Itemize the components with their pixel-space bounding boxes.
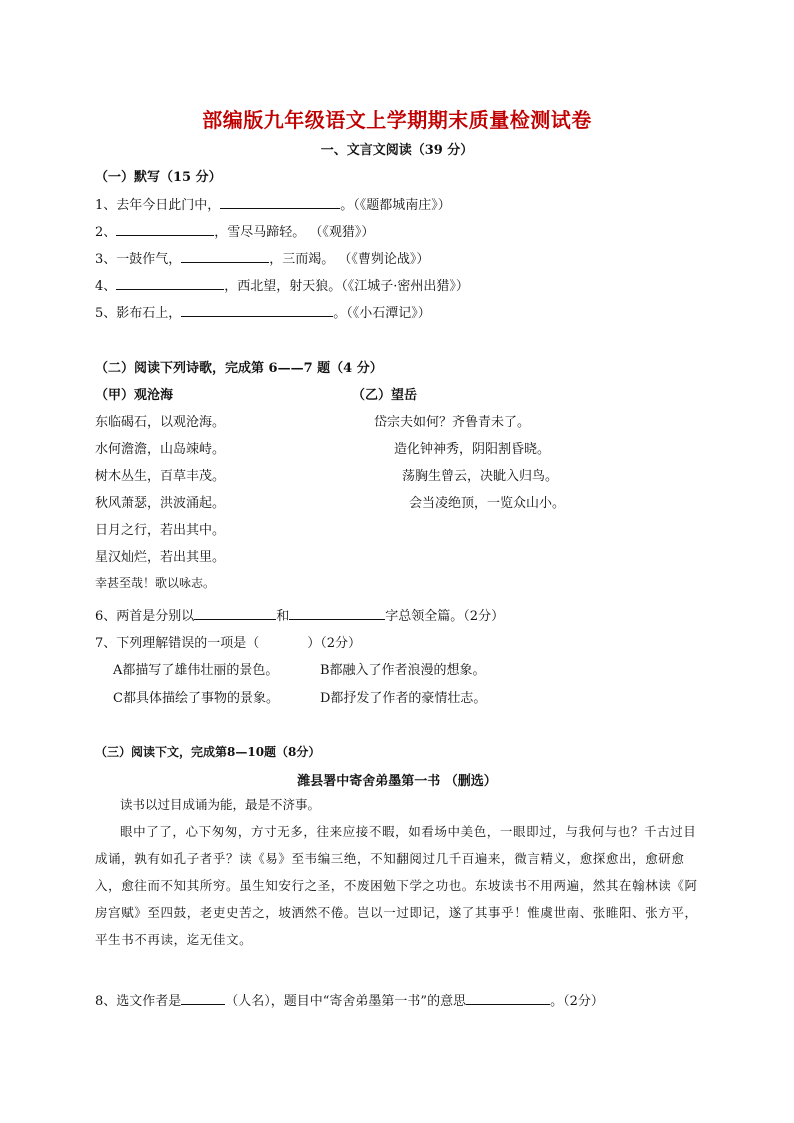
article-passage [95,791,699,953]
dictation-item-1 [95,194,451,213]
question-7-stem-suffix: ）（2分） [307,636,362,651]
dictation-item-3-suffix: ，三而竭。 （《曹刿论战》） [269,252,430,267]
poem-a-line: 树木丛生，百草丰茂。 [95,469,226,484]
question-8 [95,990,604,1009]
dictation-item-3-prefix: 3、一鼓作气， [95,252,182,267]
poem-b-title: （乙）望岳 [352,388,418,403]
poem-a-line: 幸甚至哉！歌以咏志。 [95,576,216,590]
question-6 [95,605,504,624]
question-7-option-a: A都描写了雄伟壮丽的景色。 [113,663,279,678]
question-8-prefix: 8、选文作者是 [95,994,182,1009]
dictation-blank-2[interactable] [116,223,214,236]
question-7-stem-prefix: 7、下列理解错误的一项是（ [95,636,260,651]
exam-title: 部编版九年级语文上学期期末质量检测试卷 [202,108,592,132]
question-8-blank-2[interactable] [466,992,550,1005]
poem-a-line: 东临碣石，以观沧海。 [95,415,226,430]
poem-b-line: 荡胸生曾云，决眦入归鸟。 [402,469,559,484]
dictation-item-4-prefix: 4、 [95,279,117,294]
dictation-item-2-suffix: ，雪尽马蹄轻。 （《观猎》） [214,225,375,240]
dictation-item-2 [95,221,374,240]
poem-a-title: （甲）观沧海 [95,388,174,403]
part3-heading: （三）阅读下文，完成第8—10题（8分） [95,745,321,759]
question-6-suffix: 字总领全篇。（2分） [385,609,505,624]
article-paragraph-2: 眼中了了，心下匆匆，方寸无多，往来应接不暇，如看场中美色，一眼即过，与我何与也？千古过目成诵，孰有如孔子者乎？读《易》至韦编三绝，不知翻阅过几千百遍来，微言精义，愈探愈出，愈研愈入，愈往而不知其所穷。虽生知安行之圣，不废困勉下学之功也。东坡读书不用两遍，然其在翰林读《阿房宫赋》至四鼓，老吏史苦之，坡洒然不倦。岂以一过即记，遂了其事乎！惟虞世南、张睢阳、张方平，平生书不再读，迄无佳文。 [95,824,698,947]
question-6-blank-1[interactable] [194,607,276,620]
dictation-item-4-suffix: ，西北望，射天狼。（《江城子·密州出猎》） [224,279,469,294]
question-6-middle: 和 [276,609,290,624]
dictation-item-5-prefix: 5、影布石上， [95,306,182,321]
dictation-item-5 [95,302,431,321]
dictation-blank-1[interactable] [220,196,340,209]
poem-a-line: 星汉灿烂，若出其里。 [95,550,226,565]
poem-a-line: 日月之行，若出其中。 [95,523,226,538]
dictation-item-2-prefix: 2、 [95,225,117,240]
question-7-option-b: B都融入了作者浪漫的想象。 [320,663,486,678]
question-6-blank-2[interactable] [289,607,385,620]
section-heading-classical: 一、文言文阅读（39 分） [320,143,474,158]
poem-b-line: 岱宗夫如何？齐鲁青未了。 [374,415,531,430]
question-8-middle: （人名），题目中“寄舍弟墨第一书”的意思 [225,994,467,1009]
part1-heading: （一）默写（15 分） [95,170,222,185]
poem-a-line: 秋风萧瑟，洪波涌起。 [95,496,226,511]
poem-b-line: 造化钟神秀，阴阳割昏晓。 [394,442,551,457]
article-title: 潍县署中寄舍弟墨第一书 （删选） [297,774,497,789]
poem-b-line: 会当凌绝顶，一览众山小。 [409,496,566,511]
question-8-suffix: 。（2分） [550,994,604,1009]
dictation-blank-3[interactable] [181,250,269,263]
dictation-item-3 [95,248,429,267]
question-8-blank-1[interactable] [181,992,225,1005]
dictation-item-1-suffix: 。（《题都城南庄》） [340,198,451,213]
question-7-stem [95,632,361,651]
question-7-option-c: C都具体描绘了事物的景象。 [113,691,279,706]
dictation-blank-4[interactable] [116,277,224,290]
dictation-item-5-suffix: 。（《小石潭记》） [333,306,431,321]
dictation-item-1-prefix: 1、去年今日此门中， [95,198,221,213]
dictation-blank-5[interactable] [181,304,333,317]
dictation-item-4 [95,275,469,294]
question-7-option-d: D都抒发了作者的豪情壮志。 [320,691,487,706]
part2-heading: （二）阅读下列诗歌，完成第 6——7 题（4 分） [95,361,383,376]
poem-a-line: 水何澹澹，山岛竦峙。 [95,442,226,457]
question-6-prefix: 6、两首是分别以 [95,609,195,624]
article-paragraph-1: 读书以过目成诵为能，最是不济事。 [120,797,321,812]
